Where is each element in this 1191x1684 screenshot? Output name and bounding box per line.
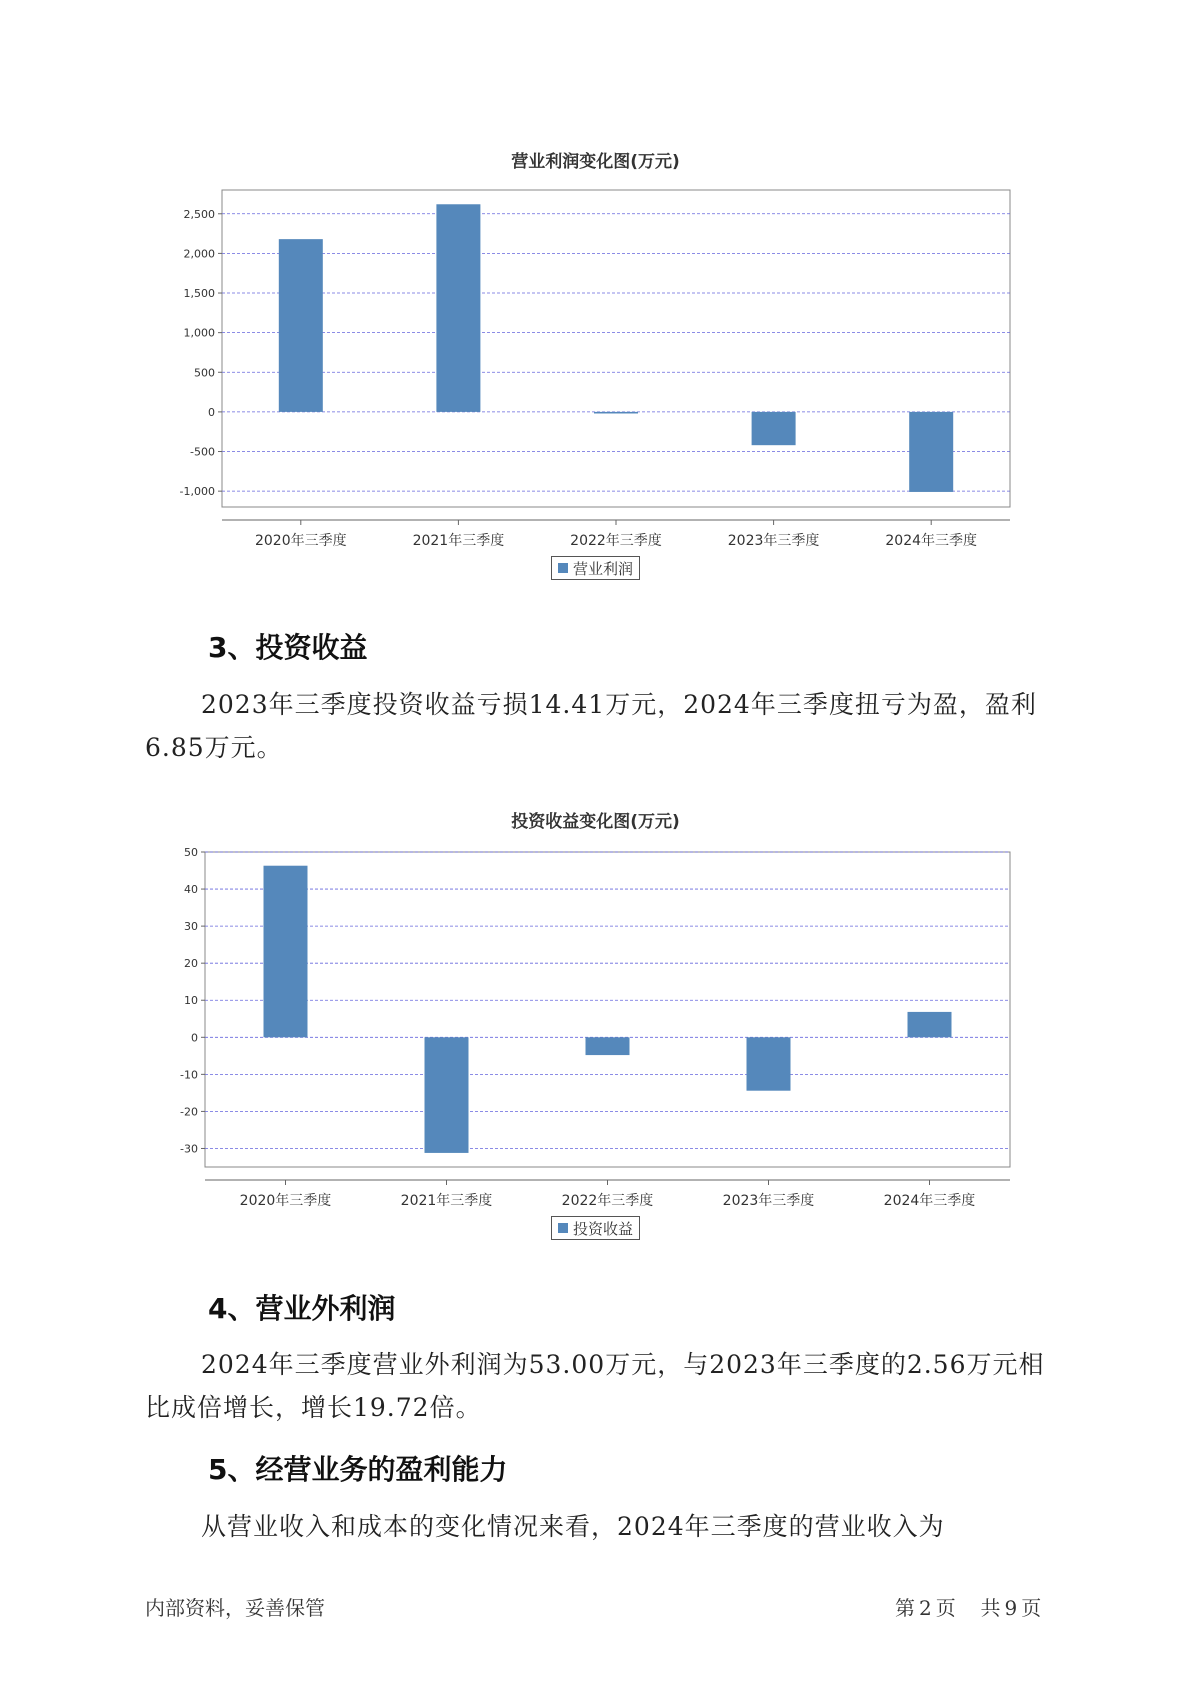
plot-frame bbox=[205, 852, 1010, 1167]
y-tick-label: -500 bbox=[190, 445, 215, 459]
bar bbox=[586, 1037, 630, 1055]
y-tick-label: 20 bbox=[184, 957, 198, 971]
section-paragraph-investment-income: 2023年三季度投资收益亏损14.41万元，2024年三季度扭亏为盈，盈利6.85万元。 bbox=[145, 690, 1037, 762]
y-tick-label: 40 bbox=[184, 883, 198, 897]
y-tick-label: 500 bbox=[194, 366, 215, 380]
y-tick-label: -1,000 bbox=[179, 485, 215, 499]
x-tick-label: 2021年三季度 bbox=[400, 1193, 493, 1209]
page-prefix: 第 bbox=[895, 1596, 915, 1620]
total-num: 9 bbox=[1004, 1596, 1018, 1620]
y-tick-label: 1,500 bbox=[183, 287, 215, 301]
x-tick-label: 2024年三季度 bbox=[883, 1193, 976, 1209]
bar bbox=[425, 1037, 469, 1153]
page-num: 2 bbox=[919, 1596, 932, 1620]
y-tick-label: 50 bbox=[184, 846, 198, 859]
section-heading-profitability: 5、经营业务的盈利能力 bbox=[208, 1453, 508, 1486]
y-tick-label: -20 bbox=[180, 1105, 198, 1119]
page-mid: 页 bbox=[935, 1596, 956, 1620]
legend-swatch bbox=[558, 1223, 568, 1233]
section-paragraph-profitability: 从营业收入和成本的变化情况来看，2024年三季度的营业收入为 bbox=[201, 1512, 945, 1541]
section-heading-non-operating-profit: 4、营业外利润 bbox=[208, 1292, 396, 1325]
x-tick-label: 2021年三季度 bbox=[412, 533, 505, 549]
section-paragraph-non-operating-profit: 2024年三季度营业外利润为53.00万元，与2023年三季度的2.56万元相比成倍增长，增长19.72倍。 bbox=[145, 1350, 1045, 1422]
y-tick-label: 1,000 bbox=[183, 326, 215, 340]
bar bbox=[747, 1037, 791, 1090]
x-tick-label: 2023年三季度 bbox=[727, 533, 820, 549]
y-tick-label: 0 bbox=[208, 405, 215, 419]
y-tick-label: -30 bbox=[180, 1142, 198, 1156]
x-tick-label: 2022年三季度 bbox=[570, 533, 662, 549]
x-tick-label: 2023年三季度 bbox=[722, 1193, 815, 1209]
bar bbox=[908, 1012, 952, 1037]
y-tick-label: 10 bbox=[184, 994, 198, 1008]
x-tick-label: 2024年三季度 bbox=[885, 533, 978, 549]
section-heading-investment-income: 3、投资收益 bbox=[208, 631, 368, 664]
legend-label: 投资收益 bbox=[573, 1219, 634, 1238]
chart-title: 投资收益变化图(万元) bbox=[511, 812, 680, 832]
legend-label: 营业利润 bbox=[573, 559, 634, 578]
chart-title: 营业利润变化图(万元) bbox=[511, 152, 680, 172]
chart-legend bbox=[551, 1216, 640, 1240]
y-tick-label: 0 bbox=[191, 1031, 198, 1045]
total-prefix: 共 bbox=[980, 1596, 1001, 1620]
y-tick-label: 2,000 bbox=[183, 247, 215, 261]
footer-confidential-note: 内部资料，妥善保管 bbox=[145, 1596, 325, 1620]
total-suffix: 页 bbox=[1021, 1596, 1042, 1620]
y-tick-label: 30 bbox=[184, 920, 198, 934]
x-tick-label: 2022年三季度 bbox=[561, 1193, 654, 1209]
footer-page-number bbox=[893, 1592, 1043, 1621]
y-tick-label: 2,500 bbox=[183, 207, 215, 221]
x-tick-label: 2020年三季度 bbox=[239, 1193, 332, 1209]
bar bbox=[264, 866, 308, 1038]
x-tick-label: 2020年三季度 bbox=[254, 533, 347, 549]
y-tick-label: -10 bbox=[180, 1068, 198, 1082]
